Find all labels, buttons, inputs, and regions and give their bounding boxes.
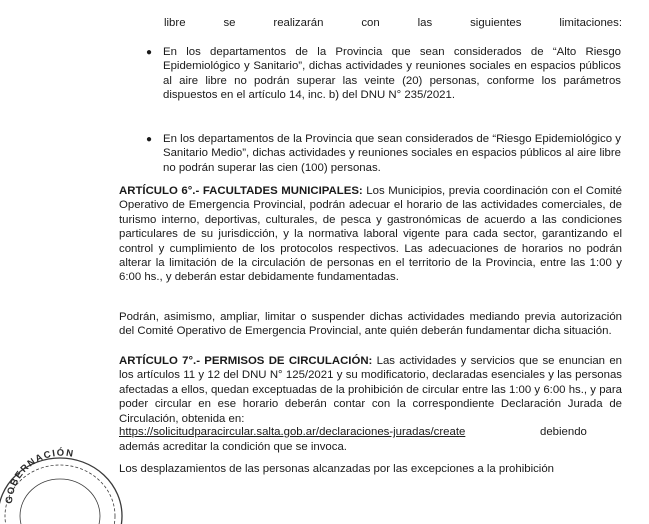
bullet-item: En los departamentos de la Provincia que sean considerados de “Riesgo Epidemiológico y Sanitario Medio”, dichas actividades y reuniones sociales en espacios públicos al aire libre no podrán superar las cien (100) personas. [163,133,621,174]
svg-text:GOBERNACIÓN: GOBERNACIÓN [3,447,76,505]
article-7-heading: ARTÍCULO 7°.- PERMISOS DE CIRCULACIÓN: [119,355,373,367]
bullet-marker: ● [146,134,153,145]
article-7-body: Las actividades y servicios que se enuncian en los artículos 11 y 12 del DNU N° 125/2021 y su modificatorio, declaradas esenciales y las personas afectadas a ellos, quedan exceptuadas de la prohibición de circular entre las 1:00 y 6:00 hs., y para poder circular en ese horario deberán contar con la correspondiente Declaración Jurada de Circulación, obtenida en: [119,355,622,425]
intro-line: libre se realizarán con las siguientes limitaciones: [164,17,622,29]
article-7-closing-line: además acreditar la condición que se invoca. [119,441,347,453]
article-6-body: Los Municipios, previa coordinación con el Comité Operativo de Emergencia Provincial, podrán adecuar el horario de las actividades comerciales, de turismo interno, deportivas, culturales, de pesca y gastronómicas de acuerdo a las condiciones particulares de su jurisdicción, y la normativa laboral vigente para cada sector, garantizando el control y cumplimiento de los protocolos respectivos. Las adecuaciones de horarios no podrán alterar la limitación de la circulación de personas en el territorio de la Provincia, entre las 1:00 y 6:00 hs., y deberán estar debidamente fundamentadas. [119,185,623,284]
bullet-marker: ● [146,47,153,58]
circulation-form-link[interactable]: https://solicitudparacircular.salta.gob.ar/declaraciones-juradas/create [119,426,466,438]
official-stamp-seal [0,424,128,524]
article-7-paragraph [119,354,622,426]
bullet-item: En los departamentos de la Provincia que sean considerados de “Alto Riesgo Epidemiológico y Sanitario”, dichas actividades y reuniones sociales en espacios públicos al aire libre no podrán superar las veinte (20) personas, conforme los parámetros dispuestos en el artículo 14, inc. b) del DNU N° 235/2021. [163,46,621,102]
article-7-link-line [119,425,622,439]
article-6-paragraph [119,184,622,285]
after-link-text: debiendo [540,426,587,438]
article-6-paragraph-2: Podrán, asimismo, ampliar, limitar o suspender dichas actividades mediando previa autorización del Comité Operativo de Emergencia Provincial, ante quién deberán fundamentar dicha situación. [119,311,622,338]
partial-paragraph: Los desplazamientos de las personas alcanzadas por las excepciones a la prohibición [119,463,555,475]
article-6-heading: ARTÍCULO 6°.- FACULTADES MUNICIPALES: [119,185,363,197]
